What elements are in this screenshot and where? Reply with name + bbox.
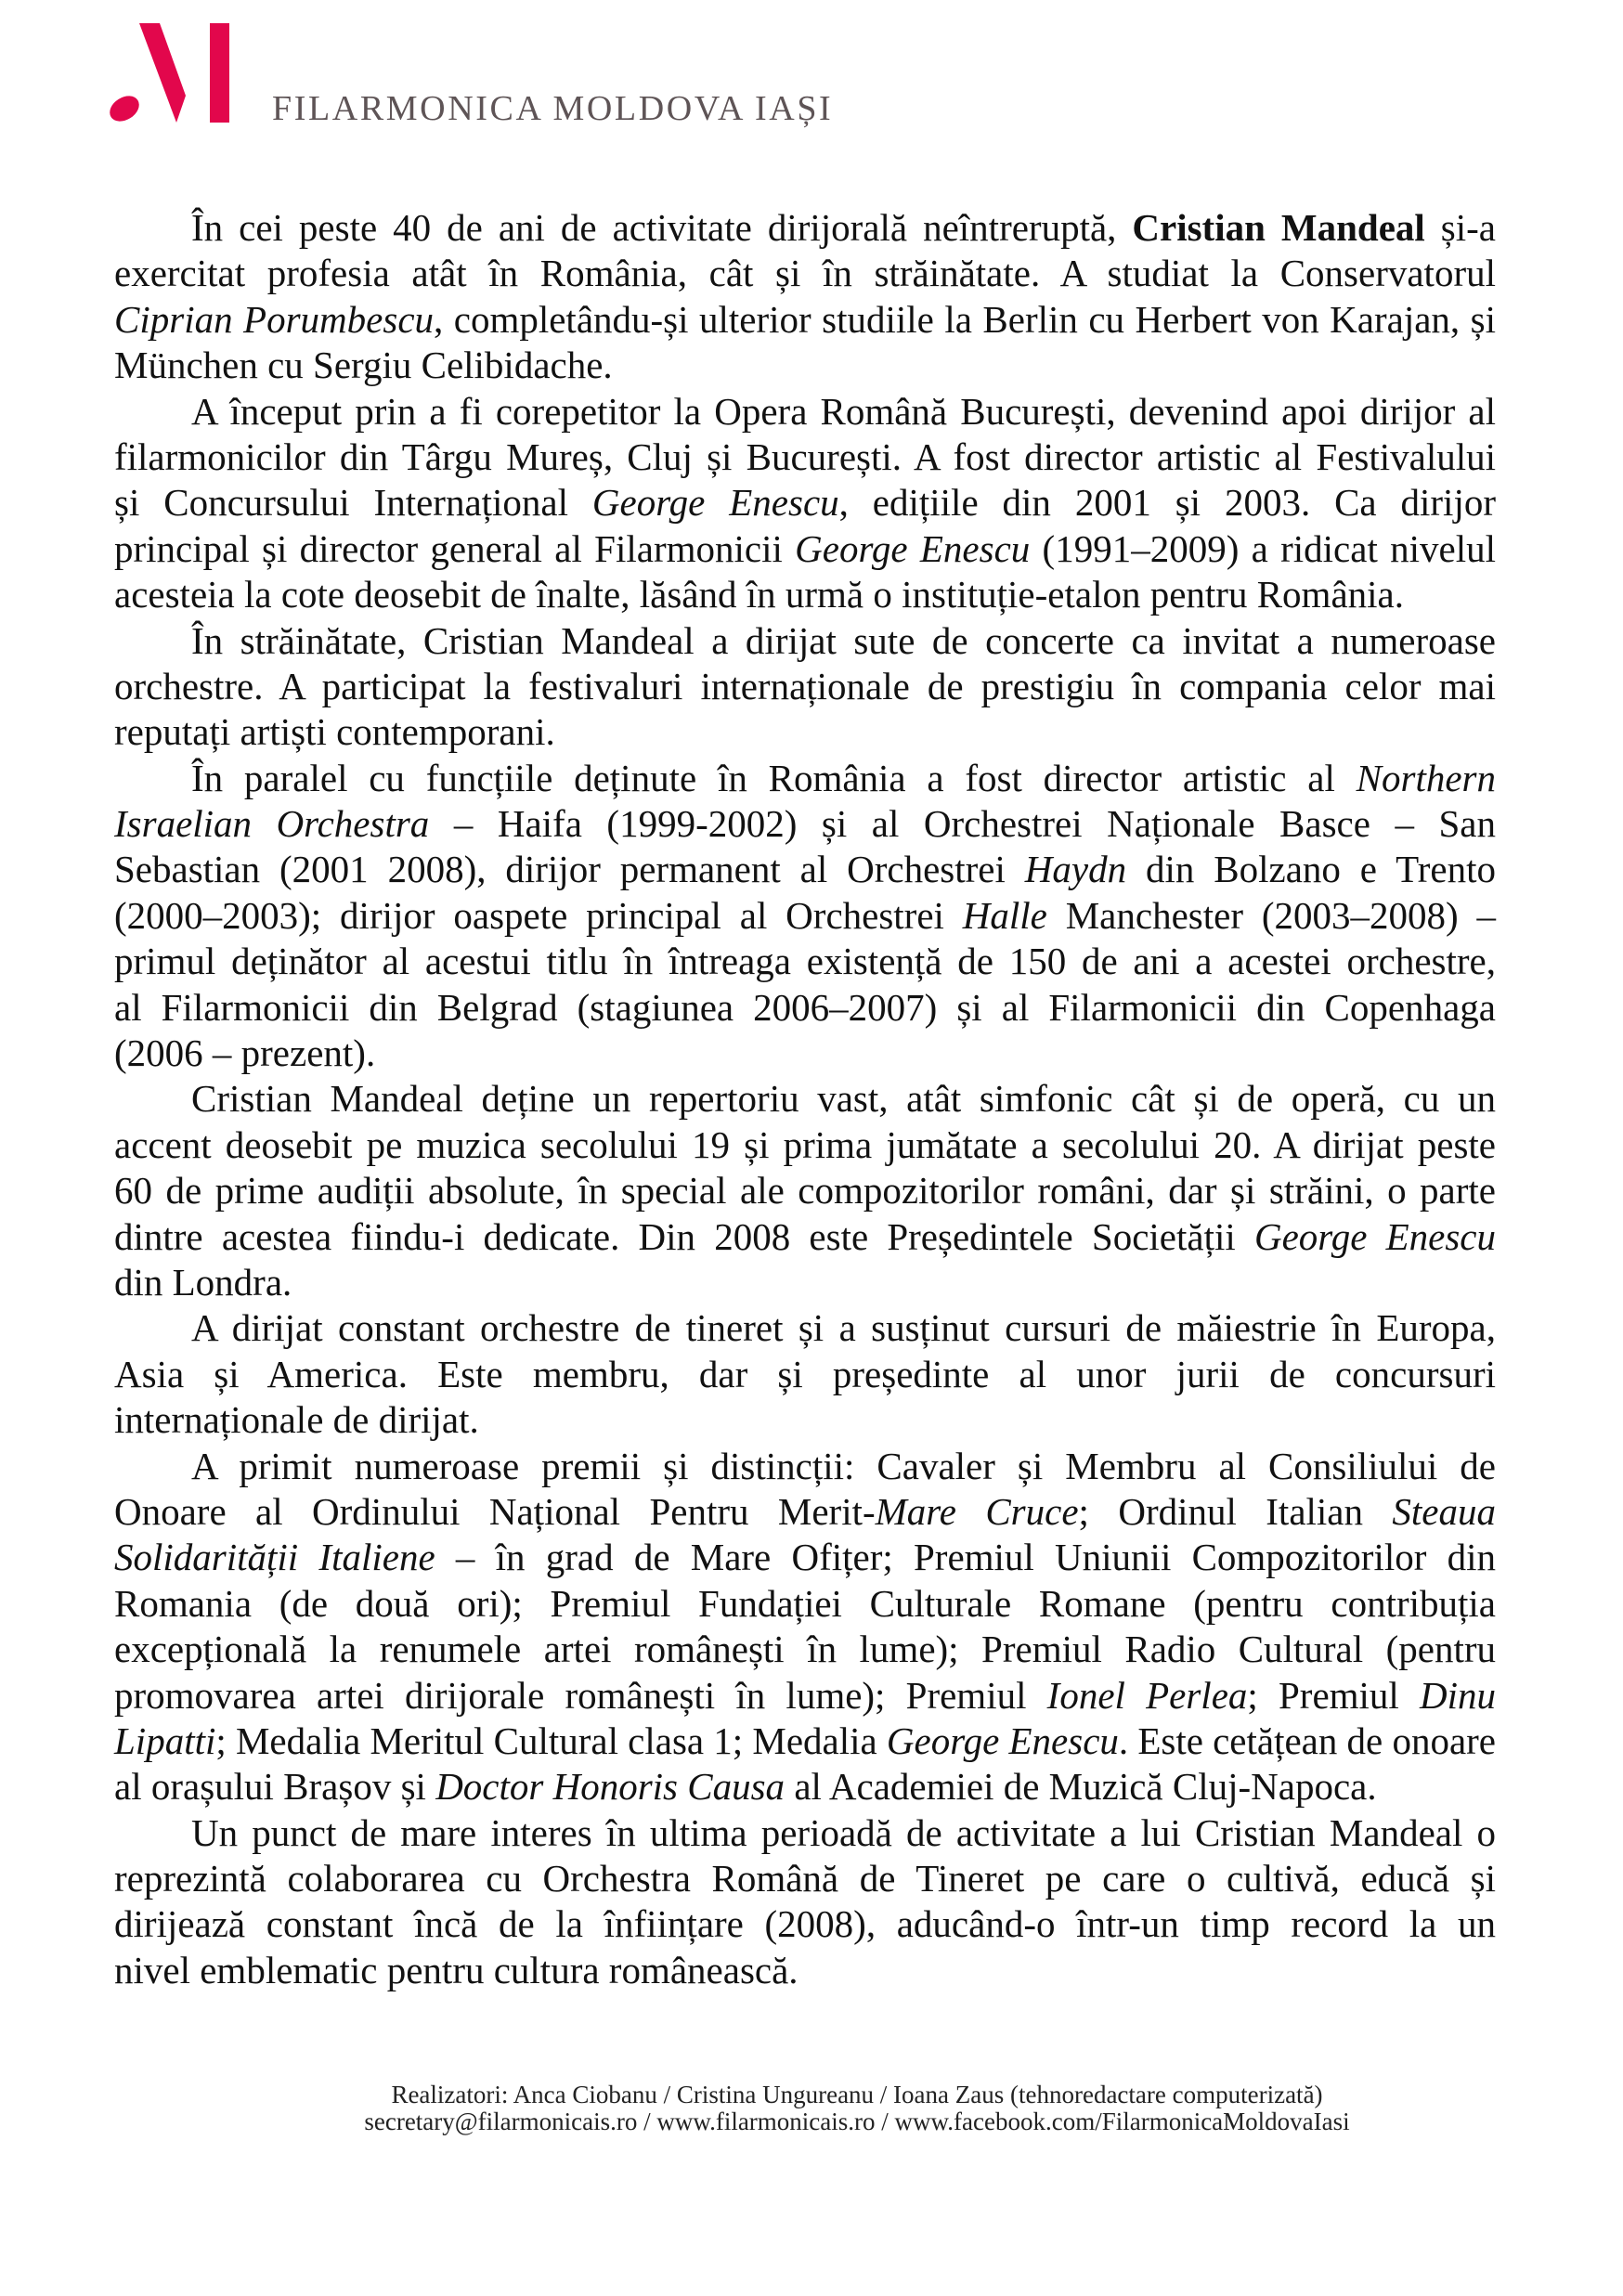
text-segment: și-a [1424,206,1496,249]
text-segment: München cu Sergiu Celibidache. [114,344,613,387]
italic-text: Dinu [1420,1673,1497,1717]
text-segment: accent deosebit pe muzica secolului 19 și prima jumătate a secolului 20. A dirijat peste [114,1122,1496,1166]
text-segment: Onoare al Ordinului Național Pentru Merit- [114,1489,876,1533]
text-line [114,1856,1496,1901]
text-segment: ; Ordinul Italian [1078,1489,1393,1533]
text-segment: . Este cetățean de onoare [1118,1719,1496,1762]
text-line [114,1719,1496,1764]
text-segment: excepțională la renumele artei românești în lume); Premiul Radio Cultural (pentru [114,1628,1496,1671]
text-line [114,709,1496,755]
text-segment: și Concursului Internațional [114,481,592,525]
italic-text: Solidarității Italiene [114,1536,435,1579]
text-line [114,1535,1496,1580]
paragraph [114,389,1496,618]
text-line [114,1627,1496,1672]
italic-text: George Enescu [795,526,1031,570]
text-line [114,756,1496,801]
text-line [114,1214,1496,1260]
text-line [114,297,1496,343]
text-segment: Un punct de mare interes în ultima perioadă de activitate a lui Cristian Mandeal o [191,1810,1496,1854]
text-segment: promovarea artei dirijorale românești în lume); Premiul [114,1673,1047,1717]
text-segment: În străinătate, Cristian Mandeal a dirijat sute de concerte ca invitat a numeroase [191,618,1496,662]
text-line [114,435,1496,480]
italic-text: Northern [1356,756,1496,799]
italic-text: Israelian Orchestra [114,802,430,846]
italic-text: George Enescu [591,481,839,525]
footer-contacts: secretary@filarmonicais.ro / www.filarmonicais.ro / www.facebook.com/FilarmonicaMoldovaIasi [364,2108,1350,2135]
text-segment: Cristian Mandeal deține un repertoriu vast, atât simfonic cât și de operă, cu un [191,1077,1496,1121]
text-line [114,801,1496,847]
italic-text: Ciprian Porumbescu [114,297,435,341]
text-segment: Romania (de două ori); Premiul Fundației Culturale Romane (pentru contribuția [114,1581,1496,1625]
text-line [114,1444,1496,1489]
text-segment: Manchester (2003–2008) – [1046,893,1496,937]
text-segment: , edițiile din 2001 și 2003. Ca dirijor [838,481,1496,525]
text-segment: reputați artiști contemporani. [114,710,555,754]
text-line [114,1581,1496,1627]
text-segment: Sebastian (2001 2008), dirijor permanent al Orchestrei [114,848,1025,891]
organization-name: FILARMONICA MOLDOVA IAȘI [272,89,834,128]
footer [93,2082,1621,2135]
text-line [114,985,1496,1031]
text-segment: din Bolzano e Trento [1126,848,1496,891]
filarmonica-logo-icon [102,19,241,130]
footer-credits: Realizatori: Anca Ciobanu / Cristina Ungureanu / Ioana Zaus (tehnoredactare computerizată) [391,2081,1323,2108]
text-line [114,1168,1496,1213]
paragraph [114,756,1496,1077]
text-segment: al Filarmonicii din Belgrad (stagiunea 2006–2007) și al Filarmonicii din Copenhaga [114,985,1496,1029]
italic-text: George Enescu [886,1719,1119,1762]
text-segment: dirijează constant încă de la înființare (2008), aducând-o într-un timp record la un [114,1902,1496,1946]
text-segment: (1991–2009) a ridicat nivelul [1030,526,1496,570]
italic-text: Doctor Honoris Causa [435,1765,786,1809]
text-line [114,1352,1496,1397]
text-line [114,526,1496,572]
text-segment: În cei peste 40 de ani de activitate dirijorală neîntreruptă, [191,206,1133,249]
text-line [114,1810,1496,1856]
text-segment: ; Medalia Meritul Cultural clasa 1; Medalia [215,1719,887,1762]
text-line [114,1305,1496,1351]
paragraph [114,1444,1496,1810]
text-line [114,343,1496,388]
text-segment: exercitat profesia atât în România, cât și în străinătate. A studiat la Conservatorul [114,252,1496,295]
text-line [114,664,1496,709]
text-segment: A primit numeroase premii și distincții: Cavaler și Membru al Consiliului de [191,1444,1496,1487]
text-segment: A dirijat constant orchestre de tineret și a susținut cursuri de măiestrie în Europa, [191,1306,1496,1350]
text-line [114,205,1496,251]
text-segment: A început prin a fi corepetitor la Opera Română București, devenind apoi dirijor al [191,389,1496,433]
text-line [114,618,1496,664]
text-line [114,1489,1496,1535]
text-line [114,572,1496,617]
text-segment: ; Premiul [1247,1673,1421,1717]
text-line [114,480,1496,525]
text-segment: – în grad de Mare Ofițer; Premiul Uniunii Compozitorilor din [435,1536,1496,1579]
italic-text: Halle [962,893,1047,937]
text-segment: primul deținător al acestui titlu în întreaga existență de 150 de ani a acestei orchestre, [114,940,1496,983]
text-segment: al Academiei de Muzică Cluj-Napoca. [785,1765,1377,1809]
text-line [114,251,1496,296]
bold-text: Cristian Mandeal [1132,206,1425,249]
italic-text: Haydn [1024,848,1127,891]
text-segment: reprezintă colaborarea cu Orchestra Română de Tineret pe care o cultivă, educă și [114,1857,1496,1900]
italic-text: George Enescu [1253,1214,1496,1258]
text-segment: principal și director general al Filarmonicii [114,526,796,570]
text-line [114,893,1496,939]
italic-text: Mare Cruce [875,1489,1079,1533]
text-segment: al orașului Brașov și [114,1765,436,1809]
paragraph [114,1305,1496,1443]
biography-text [114,205,1496,1993]
text-segment: În paralel cu funcțiile deținute în România a fost director artistic al [191,756,1357,799]
text-line [114,1673,1496,1719]
text-segment: 60 de prime audiții absolute, în special ale compozitorilor români, dar și străini, o parte [114,1169,1496,1213]
text-segment: din Londra. [114,1260,292,1304]
italic-text: Ionel Perlea [1046,1673,1248,1717]
text-segment: filarmonicilor din Târgu Mureș, Cluj și București. A fost director artistic al Festivalului [114,435,1496,478]
text-segment: dintre acestea fiindu-i dedicate. Din 2008 este Președintele Societății [114,1214,1254,1258]
text-segment: nivel emblematic pentru cultura românească. [114,1948,799,1991]
italic-text: Lipatti [114,1719,216,1762]
text-line [114,1031,1496,1076]
text-line [114,389,1496,435]
text-segment: (2000–2003); dirijor oaspete principal al Orchestrei [114,893,963,937]
text-line [114,847,1496,892]
text-line [114,1076,1496,1122]
text-line [114,1397,1496,1443]
text-segment: internaționale de dirijat. [114,1398,479,1442]
italic-text: Steaua [1392,1489,1496,1533]
text-segment: , completându-și ulterior studiile la Berlin cu Herbert von Karajan, și [434,297,1496,341]
text-line [114,1948,1496,1993]
paragraph [114,205,1496,389]
text-segment: (2006 – prezent). [114,1031,376,1075]
paragraph [114,618,1496,756]
text-segment: orchestre. A participat la festivaluri internaționale de prestigiu în compania celor mai [114,664,1496,707]
text-line [114,1764,1496,1810]
text-segment: Asia și America. Este membru, dar și președinte al unor jurii de concursuri [114,1352,1496,1395]
text-line [114,1260,1496,1305]
text-line [114,1122,1496,1168]
text-line [114,939,1496,984]
text-segment: acesteia la cote deosebit de înalte, lăsând în urmă o instituție-etalon pentru România. [114,573,1404,616]
paragraph [114,1810,1496,1994]
paragraph [114,1076,1496,1305]
text-line [114,1901,1496,1947]
text-segment: – Haifa (1999-2002) și al Orchestrei Naționale Basce – San [429,802,1496,846]
